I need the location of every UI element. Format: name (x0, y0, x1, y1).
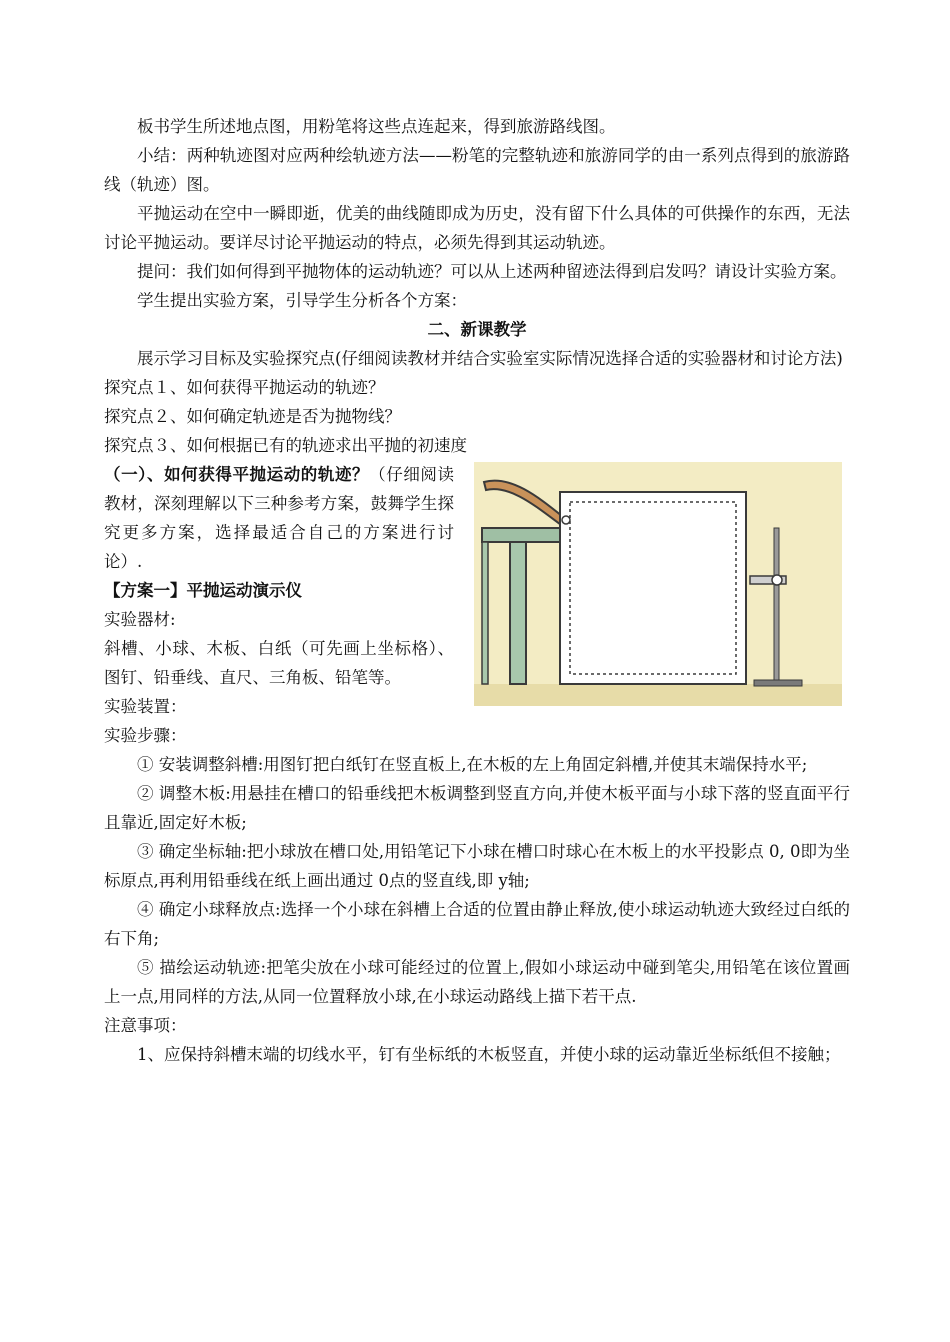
paragraph-3: 平抛运动在空中一瞬即逝，优美的曲线随即成为历史，没有留下什么具体的可供操作的东西，无法讨论平抛运动。要详尽讨论平抛运动的特点，必须先得到其运动轨迹。 (104, 204, 850, 252)
step-3: ③ 确定坐标轴:把小球放在槽口处,用铅笔记下小球在槽口时球心在木板上的水平投影点 0, 0即为坐标原点,再利用铅垂线在纸上画出通过 0点的竖直线,即 y轴; (104, 842, 850, 890)
part1-title: （一）、如何获得平抛运动的轨迹？ (104, 465, 370, 484)
step-2: ② 调整木板:用悬挂在槽口的铅垂线把木板调整到竖直方向,并使木板平面与小球下落的竖直面平行且靠近,固定好木板; (104, 784, 850, 832)
section-title: 二、新课教学 (427, 320, 527, 339)
paragraph-5: 学生提出实验方案，引导学生分析各个方案： (137, 291, 467, 310)
notes-label: 注意事项： (104, 1016, 187, 1035)
step-4: ④ 确定小球释放点:选择一个小球在斜槽上合适的位置由静止释放,使小球运动轨迹大致经过白纸的右下角; (104, 900, 850, 948)
equipment-list: 斜槽、小球、木板、白纸（可先画上坐标格）、图钉、铅垂线、直尺、三角板、铅笔等。 (104, 639, 454, 687)
device-label: 实验装置： (104, 697, 187, 716)
paragraph-question: 提问：我们如何得到平抛物体的运动轨迹？可以从上述两种留迹法得到启发吗？请设计实验方案。 (137, 262, 847, 281)
step-5: ⑤ 描绘运动轨迹:把笔尖放在小球可能经过的位置上,假如小球运动中碰到笔尖,用铅笔在该位置画上一点,用同样的方法,从同一位置释放小球,在小球运动路线上描下若干点. (104, 958, 850, 1006)
step-1: ① 安装调整斜槽:用图钉把白纸钉在竖直板上,在木板的左上角固定斜槽,并使其末端保持水平; (137, 755, 808, 774)
explore-point-3: 探究点３、如何根据已有的轨迹求出平抛的初速度 (104, 436, 467, 455)
scheme1-title: 【方案一】平抛运动演示仪 (104, 581, 302, 600)
part1-paragraph (104, 460, 454, 576)
steps-label: 实验步骤： (104, 726, 187, 745)
apparatus-figure (474, 462, 842, 706)
intro-paragraph: 展示学习目标及实验探究点(仔细阅读教材并结合实验室实际情况选择合适的实验器材和讨论方法) (137, 349, 843, 368)
paragraph-summary: 小结：两种轨迹图对应两种绘轨迹方法——粉笔的完整轨迹和旅游同学的由一系列点得到的旅游路线（轨迹）图。 (104, 146, 850, 194)
explore-point-1: 探究点１、如何获得平抛运动的轨迹？ (104, 378, 385, 397)
explore-point-2: 探究点２、如何确定轨迹是否为抛物线？ (104, 407, 401, 426)
part1-text-column (104, 460, 454, 721)
note-1: 1、应保持斜槽末端的切线水平，钉有坐标纸的木板竖直，并使小球的运动靠近坐标纸但不接触； (137, 1045, 841, 1064)
document-page (104, 112, 850, 1069)
equipment-label: 实验器材: (104, 610, 176, 629)
paragraph-1: 板书学生所述地点图，用粉笔将这些点连起来，得到旅游路线图。 (137, 117, 616, 136)
part1-description: （仔细阅读教材，深刻理解以下三种参考方案，鼓舞学生探究更多方案，选择最适合自己的方案进行讨论）. (104, 465, 455, 571)
part1-block (104, 460, 850, 721)
